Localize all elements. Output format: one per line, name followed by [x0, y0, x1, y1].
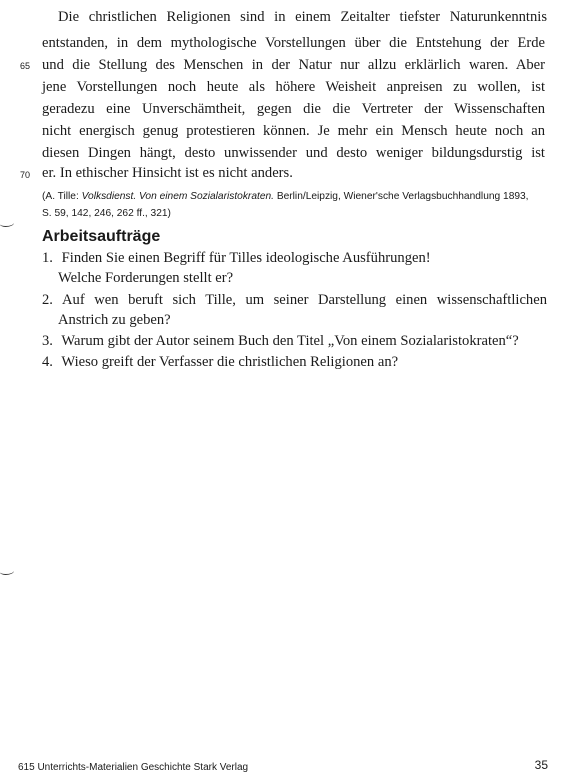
task-number: 2.	[42, 292, 53, 308]
body-line-4: jene Vorstellungen noch heute als höhere Weisheit anpreisen zu wollen, ist	[42, 79, 545, 95]
body-line-2: entstanden, in dem mythologische Vorstellungen über die Entstehung der Erde	[42, 35, 545, 51]
body-line-5: geradezu eine Unverschämtheit, gegen die die Vertreter der Wissenschaften	[42, 101, 545, 117]
task-item-1	[42, 248, 547, 288]
task-item-2	[42, 290, 547, 330]
task-text: Warum gibt der Autor seinem Buch den Titel „Von einem Sozialaristokraten“?	[61, 333, 519, 349]
task-continuation: Welche Forderungen stellt er?	[58, 270, 234, 286]
line-number-70: 70	[20, 170, 31, 180]
body-line-8: er. In ethischer Hinsicht ist es nicht anders.	[42, 165, 293, 181]
source-lead: (A. Tille:	[42, 191, 82, 202]
source-title: Volksdienst. Von einem Sozialaristokraten.	[81, 191, 274, 202]
source-publisher: Berlin/Leipzig, Wiener'sche Verlagsbuchhandlung 1893,	[273, 191, 529, 202]
body-line-1: Die christlichen Religionen sind in einem Zeitalter tiefster Naturunkenntnis	[58, 9, 547, 25]
source-line-1	[42, 188, 547, 205]
task-item-4	[42, 352, 547, 372]
task-continuation: Anstrich zu geben?	[58, 312, 171, 328]
task-number: 3.	[42, 333, 53, 349]
tasks-heading: Arbeitsaufträge	[42, 228, 161, 245]
source-line-2: S. 59, 142, 246, 262 ff., 321)	[42, 208, 171, 219]
source-citation	[42, 188, 547, 222]
footer-publisher: 615 Unterrichts-Materialien Geschichte Stark Verlag	[18, 762, 249, 773]
body-line-3: und die Stellung des Menschen in der Natur nur allzu erklärlich waren. Aber	[42, 57, 545, 73]
margin-mark	[0, 220, 14, 227]
line-number-65: 65	[20, 61, 31, 71]
task-text: Auf wen beruft sich Tille, um seiner Darstellung einen wissenschaftlichen	[62, 292, 547, 308]
task-text: Wieso greift der Verfasser die christlichen Religionen an?	[61, 354, 399, 370]
page-number: 35	[534, 758, 548, 772]
body-line-6: nicht energisch genug protestieren können. Je mehr ein Mensch heute noch an	[42, 123, 545, 139]
task-number: 1.	[42, 250, 53, 266]
task-text: Finden Sie einen Begriff für Tilles ideologische Ausführungen!	[61, 250, 431, 266]
task-item-3	[42, 331, 547, 351]
margin-mark	[0, 568, 14, 575]
task-number: 4.	[42, 354, 53, 370]
body-line-7: diesen Dingen hängt, desto unwissender und desto weniger bildungsdurstig ist	[42, 145, 545, 161]
